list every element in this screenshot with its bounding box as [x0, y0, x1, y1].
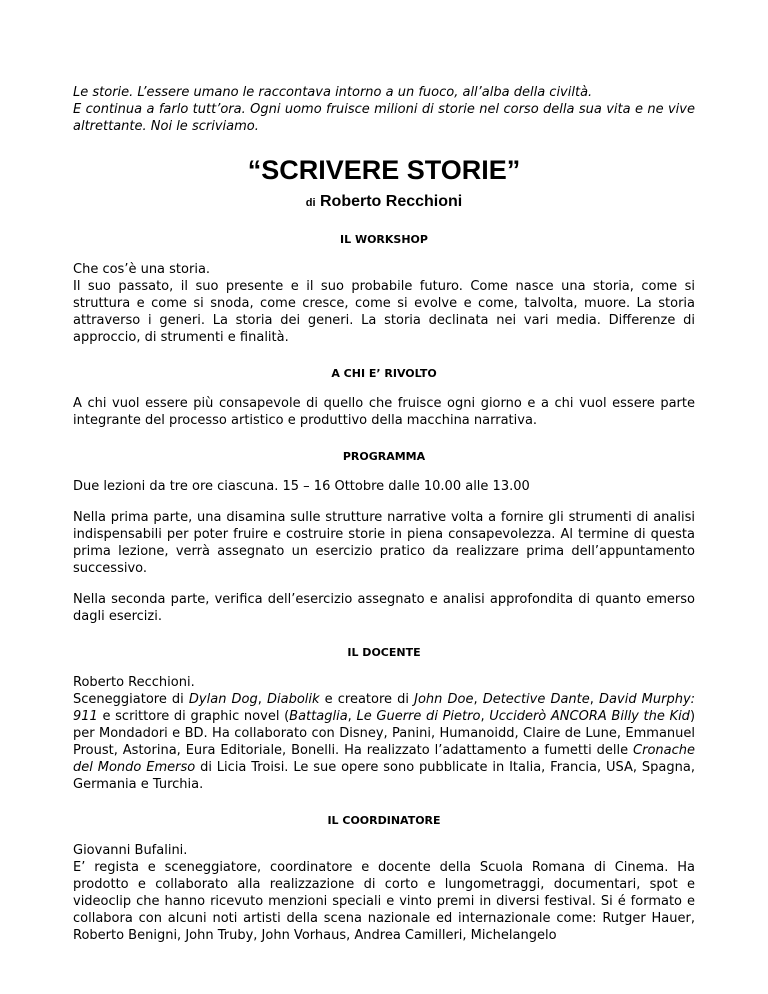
teacher-name: Roberto Recchioni. [73, 675, 195, 690]
section-heading-teacher: IL DOCENTE [347, 646, 421, 659]
teacher-bio-text: , [347, 709, 357, 724]
section-heading-workshop: IL WORKSHOP [340, 233, 428, 246]
work-title: Battaglia [289, 709, 348, 724]
byline-author: Roberto Recchioni [320, 193, 463, 210]
teacher-bio-text: , [589, 692, 600, 707]
teacher-bio-text: Sceneggiatore di [73, 692, 189, 707]
workshop-text [73, 261, 695, 346]
work-title: Ucciderò ANCORA Billy the Kid [489, 709, 690, 724]
document-page [73, 84, 695, 958]
byline [73, 193, 695, 212]
workshop-line-2: Il suo passato, il suo presente e il suo probabile futuro. Come nasce una storia, come si struttura e come si snoda, come cresce, come si evolve e come, talvolta, muore. La storia attraverso i generi. La storia dei generi. La storia declinata nei vari media. Differenze di approccio, di strumenti e finalità. [73, 279, 695, 345]
program-schedule: Due lezioni da tre ore ciascuna. 15 – 16 Ottobre dalle 10.00 alle 13.00 [73, 479, 530, 494]
workshop-line-1: Che cos’è una storia. [73, 262, 211, 277]
teacher-bio-text: , [480, 709, 490, 724]
program-part-2: Nella seconda parte, verifica dell’esercizio assegnato e analisi approfondita di quanto emerso dagli esercizi. [73, 592, 695, 624]
intro-line-1: Le storie. L’essere umano le raccontava intorno a un fuoco, all’alba della civiltà. [73, 85, 593, 100]
teacher-bio [73, 674, 695, 793]
teacher-bio-text: di Licia Troisi. Le sue opere sono pubblicate in Italia, Francia, USA, Spagna, Germania e Turchia. [73, 760, 695, 792]
work-title: Le Guerre di Pietro [356, 709, 481, 724]
teacher-bio-text: , [473, 692, 483, 707]
work-title: John Doe [414, 692, 474, 707]
intro-text [73, 84, 695, 135]
audience-text: A chi vuol essere più consapevole di quello che fruisce ogni giorno e a chi vuol essere parte integrante del processo artistico e produttivo della macchina narrativa. [73, 396, 695, 428]
intro-line-2: E continua a farlo tutt’ora. Ogni uomo fruisce milioni di storie nel corso della sua vita e ne vive altrettante. Noi le scriviamo. [73, 102, 695, 134]
work-title: Cronache del Mondo Emerso [73, 743, 695, 775]
program-part-1: Nella prima parte, una disamina sulle strutture narrative volta a fornire gli strumenti di analisi indispensabili per poter fruire e costruire storie in piena consapevolezza. Al termine di questa prima lezione, verrà assegnato un esercizio pratico da realizzare prima dell’appuntamento successivo. [73, 510, 695, 576]
work-title: David Murphy: 911 [73, 692, 696, 724]
section-heading-program: PROGRAMMA [342, 450, 426, 463]
work-title: Detective Dante [482, 692, 590, 707]
work-title: Diabolik [267, 692, 320, 707]
coordinator-name: Giovanni Bufalini. [73, 843, 188, 858]
section-heading-audience: A CHI E’ RIVOLTO [331, 367, 437, 380]
teacher-bio-text: e creatore di [319, 692, 415, 707]
work-title: Dylan Dog [188, 692, 258, 707]
coordinator-bio [73, 842, 695, 944]
coordinator-bio-text: E’ regista e sceneggiatore, coordinatore e docente della Scuola Romana di Cinema. Ha prodotto e collaborato alla realizzazione di corto e lungometraggi, documentari, spot e videoclip che hanno ricevuto menzioni speciali e vinto premi in diversi festival. Si é formato e collabora con alcuni noti artisti della scena nazionale ed internazionale come: Rutger Hauer, Roberto Benigni, John Truby, John Vorhaus, Andrea Camilleri, Michelangelo [73, 860, 695, 943]
teacher-bio-text: , [257, 692, 267, 707]
byline-prefix: di [305, 197, 316, 209]
teacher-bio-text: ) per Mondadori e BD. Ha collaborato con Disney, Panini, Humanoidd, Claire de Lune, Emmanuel Proust, Astorina, Eura Editoriale, Bonelli. Ha realizzato l’adattamento a fumetti delle [73, 709, 696, 758]
document-title: “SCRIVERE STORIE” [247, 155, 521, 185]
section-heading-coordinator: IL COORDINATORE [327, 814, 441, 827]
teacher-bio-text: e scrittore di graphic novel ( [97, 709, 290, 724]
